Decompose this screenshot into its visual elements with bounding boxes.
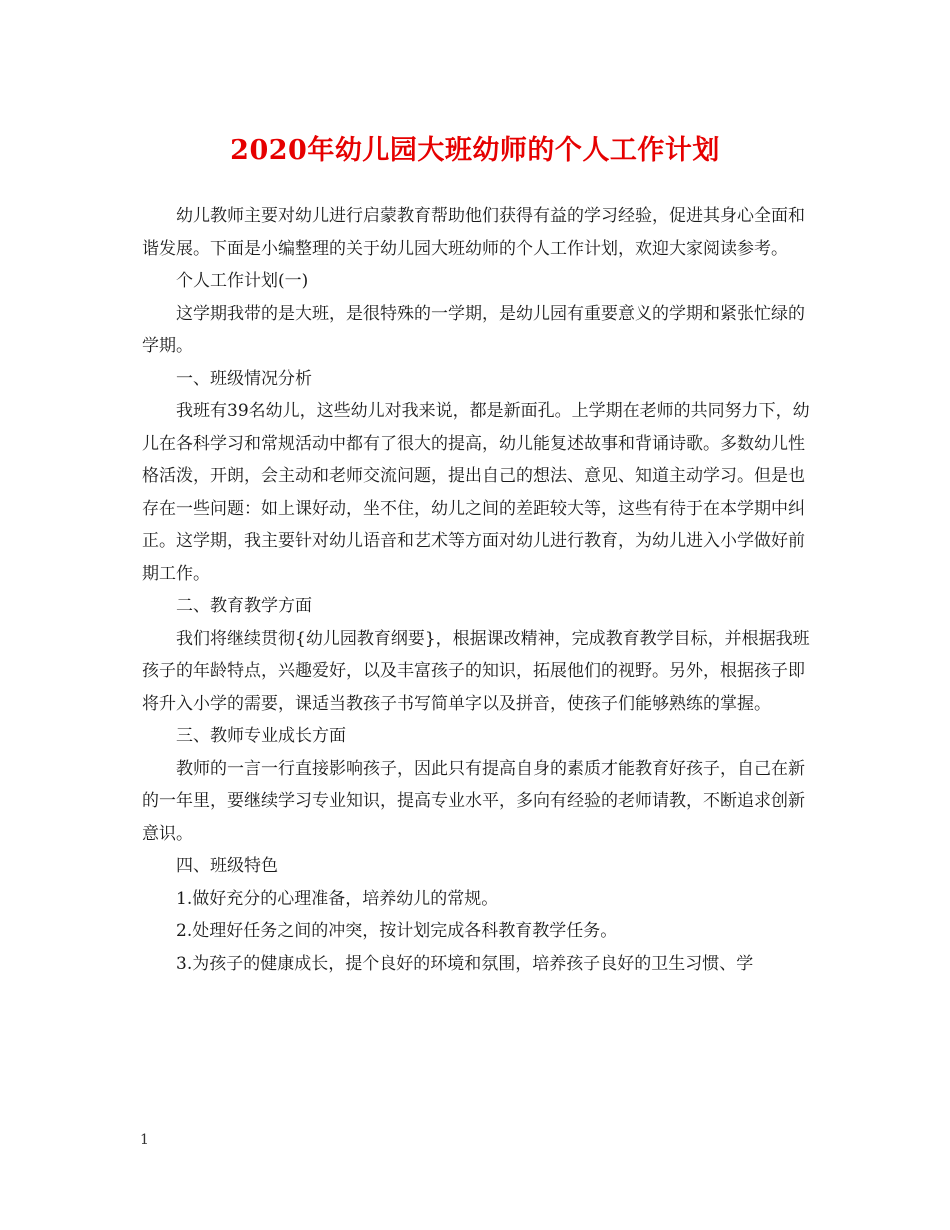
section-heading-class-features: 四、班级特色 [176,856,278,876]
body-paragraph: 我们将继续贯彻{幼儿园教育纲要}，根据课改精神，完成教育教学目标，并根据我班孩子的年龄特点，兴趣爱好，以及丰富孩子的知识，拓展他们的视野。另外，根据孩子即将升入小学的需要，课适当教孩子书写简单字以及拼音，使孩子们能够熟练的掌握。 [142,628,810,714]
list-item: 2.处理好任务之间的冲突，按计划完成各科教育教学任务。 [176,921,618,941]
page-number: 1 [140,1132,149,1148]
body-paragraph: 这学期我带的是大班，是很特殊的一学期，是幼儿园有重要意义的学期和紧张忙绿的学期。 [142,303,805,356]
section-heading-teaching: 二、教育教学方面 [176,596,312,616]
section-heading-professional-growth: 三、教师专业成长方面 [176,726,346,746]
document-body [142,200,818,980]
list-item: 3.为孩子的健康成长，提个良好的环境和氛围，培养孩子良好的卫生习惯、学 [176,953,754,974]
body-paragraph: 教师的一言一行直接影响孩子，因此只有提高自身的素质才能教育好孩子，自己在新的一年里，要继续学习专业知识，提高专业水平，多向有经验的老师请教，不断追求创新意识。 [142,758,805,844]
body-paragraph: 我班有39名幼儿，这些幼儿对我来说，都是新面孔。上学期在老师的共同努力下，幼儿在各科学习和常规活动中都有了很大的提高，幼儿能复述故事和背诵诗歌。多数幼儿性格活泼，开朗，会主动和老师交流问题，提出自己的想法、意见、知道主动学习。但是也存在一些问题：如上课好动，坐不住，幼儿之间的差距较大等，这些有待于在本学期中纠正。这学期，我主要针对幼儿语音和艺术等方面对幼儿进行教育，为幼儿进入小学做好前期工作。 [142,401,810,584]
section-heading-class-analysis: 一、班级情况分析 [176,368,312,389]
list-item: 1.做好充分的心理准备，培养幼儿的常规。 [176,888,499,909]
section-heading-plan-one: 个人工作计划(一) [176,271,309,291]
intro-paragraph: 幼儿教师主要对幼儿进行启蒙教育帮助他们获得有益的学习经验，促进其身心全面和谐发展。下面是小编整理的关于幼儿园大班幼师的个人工作计划，欢迎大家阅读参考。 [142,206,805,259]
document-title: 2020年幼儿园大班幼师的个人工作计划 [230,135,720,166]
